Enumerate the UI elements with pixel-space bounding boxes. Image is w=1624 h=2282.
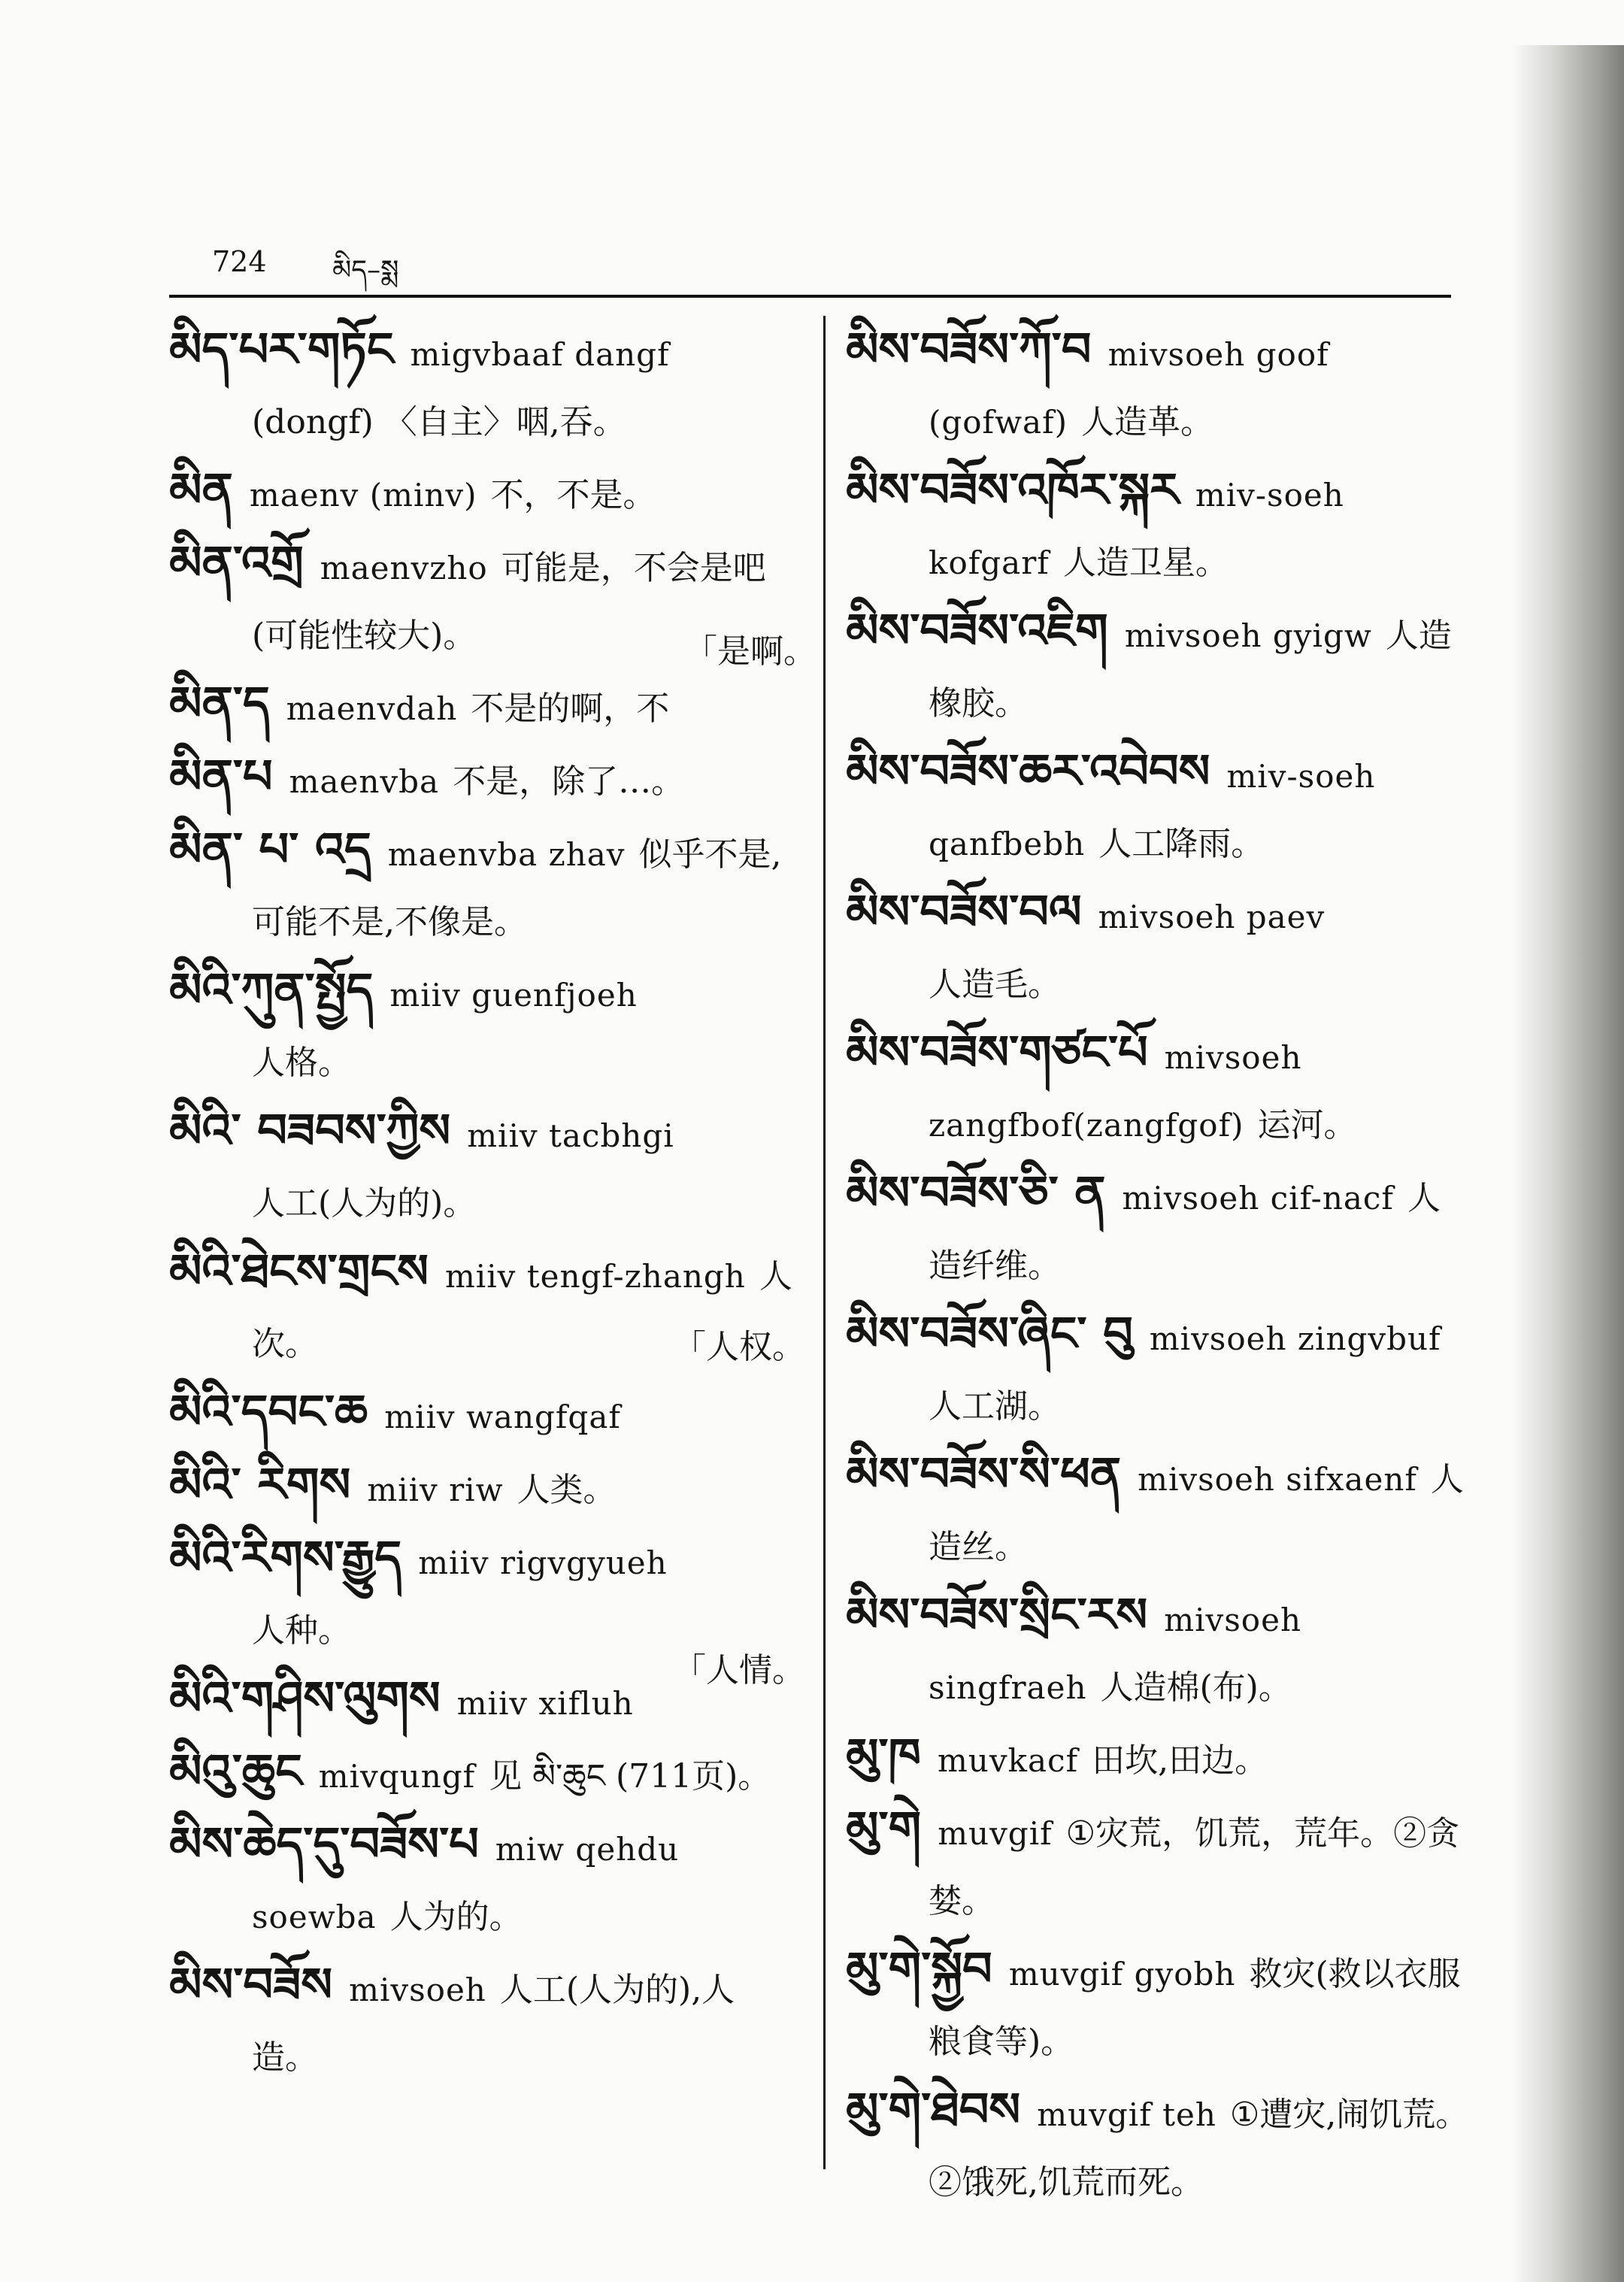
dictionary-entry [169, 456, 793, 529]
dictionary-entry [846, 878, 1470, 1019]
tibetan-headword: མིས་བཟོས་གཙང་པོ [846, 1025, 1148, 1080]
tibetan-headword: མིའི་རིགས་རྒྱུད [169, 1530, 402, 1585]
definition: 人工降雨。 [1098, 825, 1265, 863]
transliteration: miiv rigvgyueh [418, 1544, 668, 1581]
transliteration: muvgif teh [1037, 2096, 1216, 2133]
transliteration: mivsoeh cif-nacf [1122, 1180, 1394, 1217]
tibetan-headword: མིའི་ རིགས [169, 1457, 351, 1512]
transliteration: migvbaaf dangf [410, 336, 670, 373]
transliteration: miiv xifluh [456, 1685, 634, 1722]
definition: 人造卫星。 [1062, 544, 1229, 582]
margin-note: 「人情。 [673, 1651, 805, 1690]
tibetan-headword: མིས་བཟོས [169, 1957, 333, 2012]
transliteration: maenvba zhav [387, 836, 626, 873]
definition: 可能是，不会是吧(可能性较大)。 [252, 549, 766, 655]
margin-note: 「是啊。 [684, 632, 817, 671]
transliteration: maenvdah [286, 690, 458, 727]
transliteration: mivsoeh gyigw [1124, 617, 1372, 654]
tibetan-headword: མིས་བཟོས་ཞིང་ བུ [846, 1306, 1133, 1361]
definition: (dongf) 〈自主〉咽,吞。 [252, 403, 626, 441]
tibetan-headword: མིས་བཟོས་ཆར་འབེབས [846, 744, 1210, 799]
right-column [846, 316, 1470, 2217]
dictionary-entry [846, 1159, 1470, 1300]
tibetan-headword: མིའི་དབང་ཆ [169, 1384, 368, 1439]
definition: 似乎不是,可能不是,不像是。 [252, 835, 782, 941]
dictionary-entry [846, 738, 1470, 878]
dictionary-entry [169, 1451, 793, 1524]
tibetan-headword: མིས་བཟོས་ཅི་ ན [846, 1165, 1106, 1220]
definition: 不是，除了…。 [453, 762, 685, 801]
tibetan-headword: མིས་ཆེད་དུ་བཟོས་པ [169, 1817, 479, 1871]
dictionary-entry [846, 1019, 1470, 1159]
dictionary-entry [846, 597, 1470, 738]
tibetan-headword: མིས་བཟོས་འཇིག [846, 603, 1108, 658]
definition: 人造丝。 [929, 1460, 1464, 1566]
transliteration: muvgif [938, 1815, 1053, 1852]
dictionary-entry [169, 316, 793, 456]
definition: 人种。 [252, 1611, 351, 1650]
left-column [169, 316, 793, 2092]
tibetan-headword: མིན་ད [169, 676, 270, 731]
transliteration: miiv wangfqaf [384, 1399, 621, 1435]
dictionary-entry [846, 1581, 1470, 1722]
transliteration: mivsoeh goof (gofwaf) [929, 336, 1329, 441]
dictionary-entry [169, 816, 793, 956]
tibetan-headword: མུ་གེ [846, 1801, 922, 1856]
definition: ①灾荒，饥荒，荒年。②贪婪。 [929, 1814, 1460, 1920]
transliteration: maenvba [289, 763, 440, 800]
tibetan-headword: མུ་གེ་སྐྱོབ [846, 1941, 992, 1996]
tibetan-headword: མིས་བཟོས་འཁོར་སྐར [846, 462, 1179, 517]
page-number: 724 [212, 245, 267, 278]
dictionary-entry [169, 1378, 793, 1451]
dictionary-entry [169, 956, 793, 1097]
dictionary-entry [846, 1441, 1470, 1581]
tibetan-headword: མུ་ཁ [846, 1728, 921, 1783]
definition: 人类。 [517, 1471, 617, 1509]
tibetan-headword: མིས་བཟོས་བལ [846, 884, 1082, 939]
definition: 人造橡胶。 [929, 617, 1452, 723]
transliteration: miiv guenfjoeh [389, 977, 638, 1014]
definition: 救灾(救以衣服粮食等)。 [929, 1955, 1461, 2061]
tibetan-headword: མིད་པར་གཏོང [169, 322, 394, 377]
definition: 人格。 [252, 1044, 351, 1082]
transliteration: mivsoeh paev [1098, 899, 1326, 935]
definition: 见 མི་ཆུང (711页)。 [489, 1757, 771, 1796]
definition: 人造纤维。 [929, 1179, 1441, 1285]
transliteration: miv-soeh qanfbebh [929, 758, 1376, 862]
tibetan-headword: མིན་པ [169, 749, 273, 804]
dictionary-entry [846, 1300, 1470, 1441]
column-divider [823, 316, 826, 2169]
definition: 田坎,田边。 [1092, 1741, 1268, 1780]
scan-edge-shadow [1511, 45, 1624, 2282]
tibetan-headword: མིན [169, 462, 233, 517]
tibetan-headword: མིན་འགྲོ [169, 535, 304, 590]
tibetan-headword: མིན་ པ་ འདྲ [169, 822, 371, 877]
transliteration: mivsoeh singfraeh [929, 1602, 1301, 1706]
definition: 人造毛。 [929, 965, 1061, 1004]
dictionary-entry [846, 1795, 1470, 1935]
tibetan-headword: མིའི་གཤིས་ལུགས [169, 1671, 441, 1726]
tibetan-headword: མིས་བཟོས་སྲིང་རས [846, 1587, 1148, 1642]
transliteration: muvkacf [937, 1742, 1079, 1779]
definition: ①遭灾,闹饥荒。②饿死,饥荒而死。 [929, 2096, 1469, 2202]
transliteration: muvgif gyobh [1008, 1956, 1236, 1993]
definition: 不是的啊，不 [471, 689, 670, 728]
transliteration: mivsoeh zangfbof(zangfgof) [929, 1039, 1302, 1144]
dictionary-entry [169, 1097, 793, 1238]
transliteration: mivsoeh [349, 1971, 486, 2008]
definition: 不，不是。 [490, 476, 656, 514]
definition: 人造革。 [1081, 403, 1214, 441]
dictionary-entry [169, 1951, 793, 2092]
page-header [212, 239, 1453, 284]
definition: 运河。 [1257, 1106, 1357, 1144]
tibetan-headword: མིས་བཟོས་ཀོ་བ [846, 322, 1092, 377]
transliteration: mivqungf [318, 1758, 476, 1795]
tibetan-headword: མིའི་ བཟབས་ཀྱིས [169, 1103, 451, 1158]
dictionary-entry [169, 743, 793, 816]
tibetan-headword: མིས་བཟོས་སི་ཕན [846, 1447, 1122, 1502]
dictionary-entry [169, 1811, 793, 1951]
dictionary-entry [846, 316, 1470, 456]
dictionary-entry [846, 1722, 1470, 1795]
definition: 人造棉(布)。 [1100, 1668, 1292, 1707]
dictionary-entry [169, 1738, 793, 1811]
dictionary-entry [846, 1935, 1470, 2076]
definition: 人工湖。 [929, 1387, 1061, 1426]
running-head: མིད–སྨ [332, 255, 399, 286]
dictionary-entry [846, 2076, 1470, 2217]
definition: 人次。 [252, 1257, 792, 1363]
definition: 人为的。 [389, 1898, 523, 1936]
transliteration: miv-soeh kofgarf [929, 477, 1344, 581]
dictionary-entry [169, 670, 793, 743]
definition: 人工(人为的),人造。 [252, 1971, 735, 2077]
tibetan-headword: མིའི་ཐེངས་གྲངས [169, 1244, 429, 1299]
tibetan-headword: མིའི་ཀུན་སྤྱོད [169, 962, 374, 1017]
transliteration: maenv (minv) [249, 477, 477, 514]
dictionary-entry [846, 456, 1470, 597]
header-rule [169, 295, 1451, 298]
transliteration: miiv riw [367, 1471, 504, 1508]
transliteration: maenvzho [320, 550, 488, 586]
definition: 人工(人为的)。 [252, 1184, 477, 1223]
transliteration: mivsoeh zingvbuf [1149, 1320, 1441, 1357]
transliteration: miiv tacbhgi [467, 1117, 674, 1154]
margin-note: 「人权。 [673, 1328, 805, 1366]
transliteration: miw qehdu soewba [252, 1831, 680, 1935]
transliteration: mivsoeh sifxaenf [1138, 1461, 1417, 1498]
tibetan-headword: མིའུ་ཆུང [169, 1744, 302, 1799]
transliteration: miiv tengf-zhangh [444, 1258, 746, 1295]
tibetan-headword: མུ་གེ་ཐེབས [846, 2082, 1021, 2137]
